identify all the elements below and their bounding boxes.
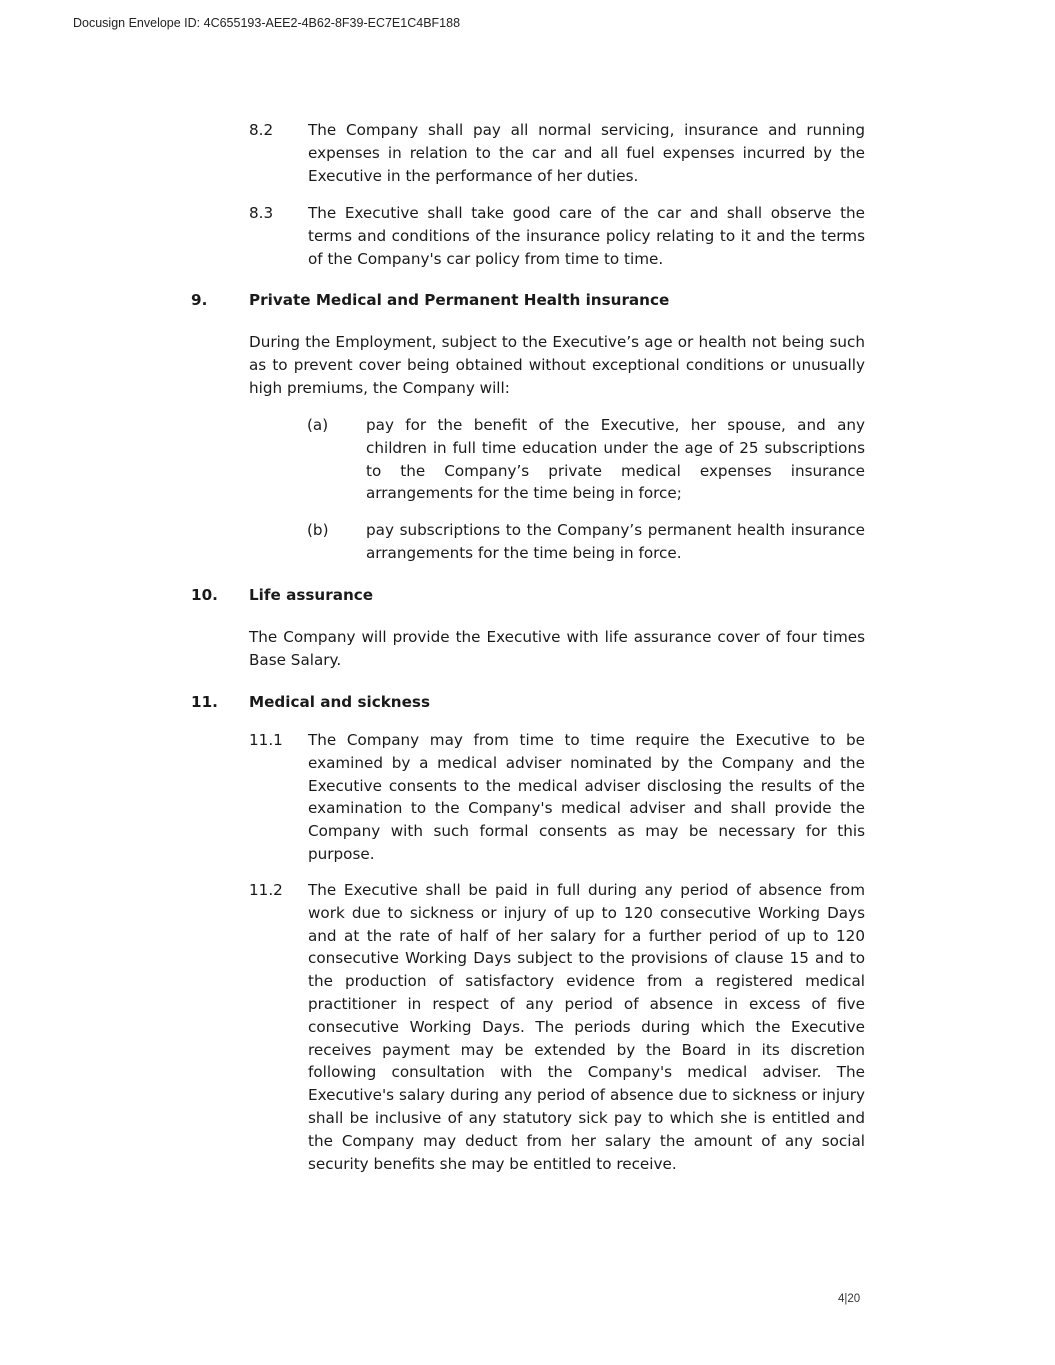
clause-8-2-number: 8.2 [249, 121, 274, 139]
clause-8-3-text: The Executive shall take good care of the car and shall observe the terms and conditions of the insurance policy relating to it and the terms of the Company's car policy from time to time. [308, 204, 865, 268]
clause-8-2-text: The Company shall pay all normal servicing, insurance and running expenses in relation to the car and all fuel expenses incurred by the Executive in the performance of her duties. [308, 121, 865, 185]
clause-11-number: 11. [191, 693, 218, 711]
docusign-envelope-id: Docusign Envelope ID: 4C655193-AEE2-4B62-8F39-EC7E1C4BF188 [73, 16, 461, 30]
clause-9-intro: During the Employment, subject to the Executive’s age or health not being such as to prevent cover being obtained without exceptional conditions or unusually high premiums, the Company will: [249, 333, 865, 397]
clause-10-text: The Company will provide the Executive with life assurance cover of four times Base Salary. [249, 628, 865, 669]
clause-9-a-number: (a) [307, 416, 329, 434]
clause-11-2-number: 11.2 [249, 881, 283, 899]
clause-11-2-text: The Executive shall be paid in full during any period of absence from work due to sickness or injury of up to 120 consecutive Working Days and at the rate of half of her salary for a further period of up to 120 consecutive Working Days subject to the provisions of clause 15 and to the production of satisfactory evidence from a registered medical practitioner in respect of any period of absence in excess of five consecutive Working Days. The periods during which the Executive receives payment may be extended by the Board in its discretion following consultation with the Company's medical adviser. The Executive's salary during any period of absence due to sickness or injury shall be inclusive of any statutory sick pay to which she is entitled and the Company may deduct from her salary the amount of any social security benefits she may be entitled to receive. [308, 881, 865, 1173]
clause-11-1-number: 11.1 [249, 731, 283, 749]
clause-11-heading: Medical and sickness [249, 693, 430, 711]
page-number: 4|20 [838, 1293, 861, 1305]
clause-9-number: 9. [191, 291, 208, 309]
clause-9-b-number: (b) [307, 521, 329, 539]
clause-9-b-text: pay subscriptions to the Company’s permanent health insurance arrangements for the time being in force. [366, 521, 865, 562]
clause-9-heading: Private Medical and Permanent Health insurance [249, 291, 670, 309]
clause-9-a-text: pay for the benefit of the Executive, her spouse, and any children in full time education under the age of 25 subscriptions to the Company’s private medical expenses insurance arrangements for the time being in force; [366, 416, 865, 503]
clause-10-heading: Life assurance [249, 586, 374, 604]
clause-10-number: 10. [191, 586, 218, 604]
clause-8-3-number: 8.3 [249, 204, 274, 222]
clause-11-1-text: The Company may from time to time require the Executive to be examined by a medical adviser nominated by the Company and the Executive consents to the medical adviser disclosing the results of the examination to the Company's medical adviser and shall provide the Company with such formal consents as may be necessary for this purpose. [308, 731, 865, 863]
